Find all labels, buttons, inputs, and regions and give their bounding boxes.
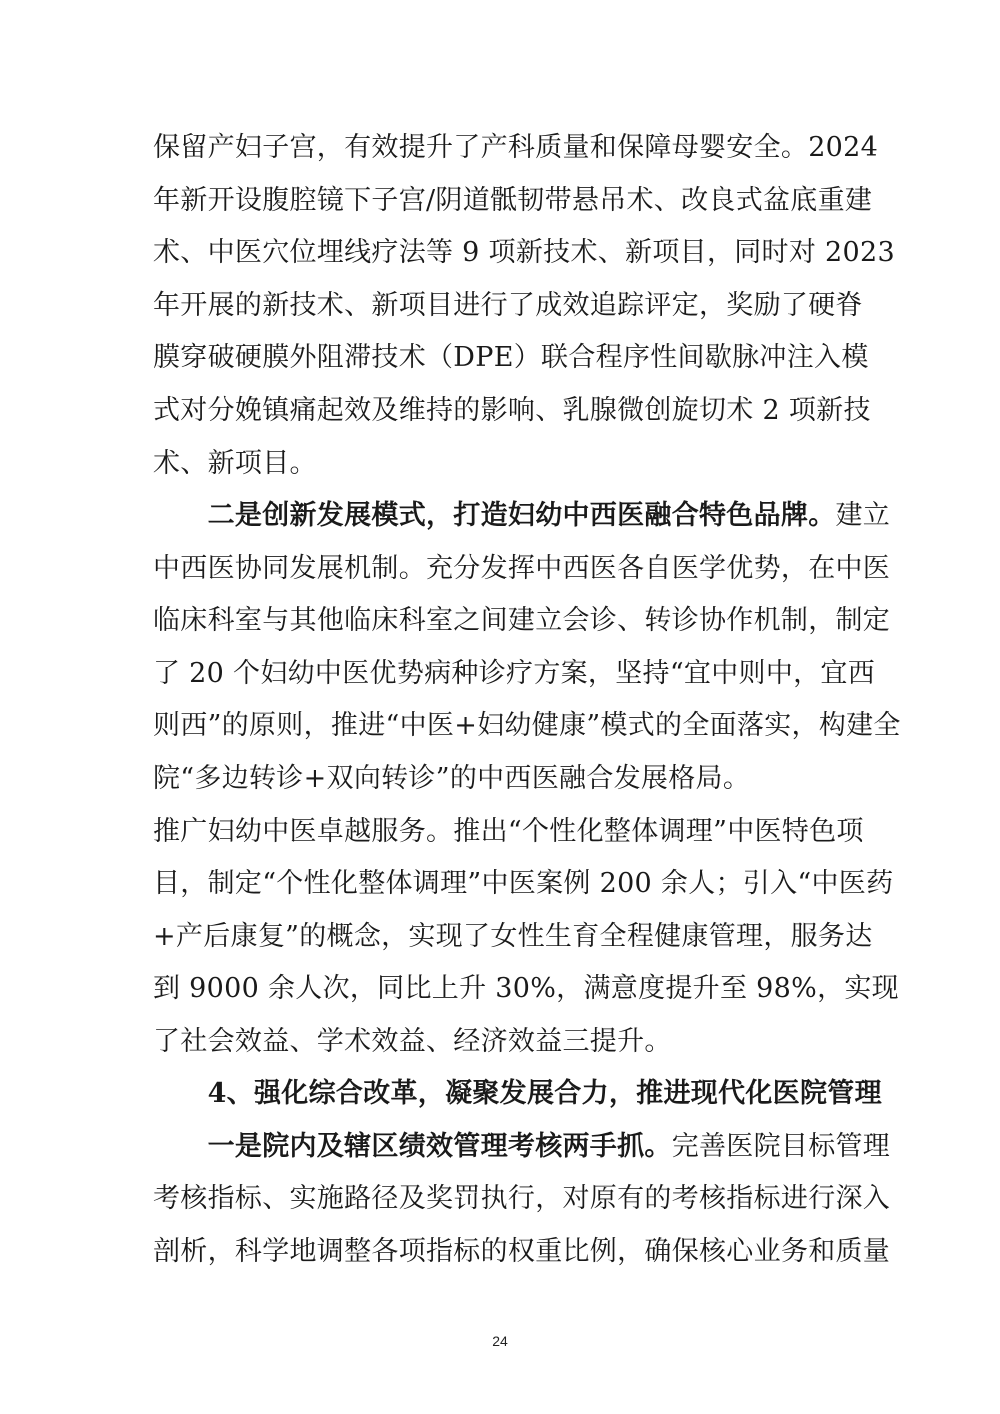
text-line [153,858,894,910]
text-line [153,227,895,279]
page-number: 24 [492,1333,508,1349]
text-line [153,438,853,490]
text-segment: 建立 [835,500,891,531]
text-segment: 推广妇幼中医卓越服务。推出“个性化整体调理”中医特色项 [153,815,864,847]
text-line [153,753,853,805]
text-segment: 院“多边转诊+双向转诊”的中西医融合发展格局。 [153,763,751,794]
text-segment: 式对分娩镇痛起效及维持的影响、乳腺微创旋切术 2 项新技 [153,395,871,426]
text-segment: 中西医协同发展机制。充分发挥中西医各自医学优势，在中医 [153,552,891,584]
text-line [153,490,891,542]
text-line [153,385,871,437]
text-segment: 术、中医穴位埋线疗法等 9 项新技术、新项目，同时对 2023 [153,237,895,269]
text-line [153,1121,891,1173]
text-line [153,648,876,700]
text-segment: 剖析，科学地调整各项指标的权重比例，确保核心业务和质量 [153,1235,891,1267]
text-segment: 年开展的新技术、新项目进行了成效追踪评定，奖励了硬脊 [153,289,863,321]
text-line [153,1173,891,1225]
text-segment: +产后康复”的概念，实现了女性生育全程健康管理，服务达 [153,920,873,952]
text-segment: 术、新项目。 [153,447,317,479]
bold-text-segment: 二是创新发展模式，打造妇幼中西医融合特色品牌。 [153,500,836,531]
text-line [153,175,873,227]
text-line [153,911,873,963]
text-segment: 到 9000 余人次，同比上升 30%，满意度提升至 98%，实现 [153,973,899,1005]
text-line [153,332,869,384]
text-line [153,806,864,858]
text-segment: 了社会效益、学术效益、经济效益三提升。 [153,1026,672,1057]
text-segment: 保留产妇子宫，有效提升了产科质量和保障母婴安全。2024 [153,132,879,163]
bold-text-segment: 4、强化综合改革，凝聚发展合力，推进现代化医院管理 [153,1078,882,1109]
text-segment: 则西”的原则，推进“中医+妇幼健康”模式的全面落实，构建全 [153,710,901,742]
bold-text-segment: 一是院内及辖区绩效管理考核两手抓。 [153,1130,672,1162]
text-line [153,1068,882,1120]
text-line [153,543,891,595]
text-line [153,1016,853,1068]
text-line [153,595,891,647]
text-line [153,963,899,1015]
text-segment: 临床科室与其他临床科室之间建立会诊、转诊协作机制，制定 [153,605,891,637]
text-line [153,700,901,752]
text-segment: 考核指标、实施路径及奖罚执行，对原有的考核指标进行深入 [153,1183,891,1215]
text-line [153,280,863,332]
text-line [153,122,879,174]
text-segment: 目，制定“个性化整体调理”中医案例 200 余人；引入“中医药 [153,868,894,900]
text-segment: 年新开设腹腔镜下子宫/阴道骶韧带悬吊术、改良式盆底重建 [153,184,873,216]
text-segment: 了 20 个妇幼中医优势病种诊疗方案，坚持“宜中则中，宜西 [153,657,876,689]
text-segment: 完善医院目标管理 [671,1130,891,1162]
text-line [153,1226,891,1278]
text-segment: 膜穿破硬膜外阻滞技术（DPE）联合程序性间歇脉冲注入模 [153,342,869,374]
